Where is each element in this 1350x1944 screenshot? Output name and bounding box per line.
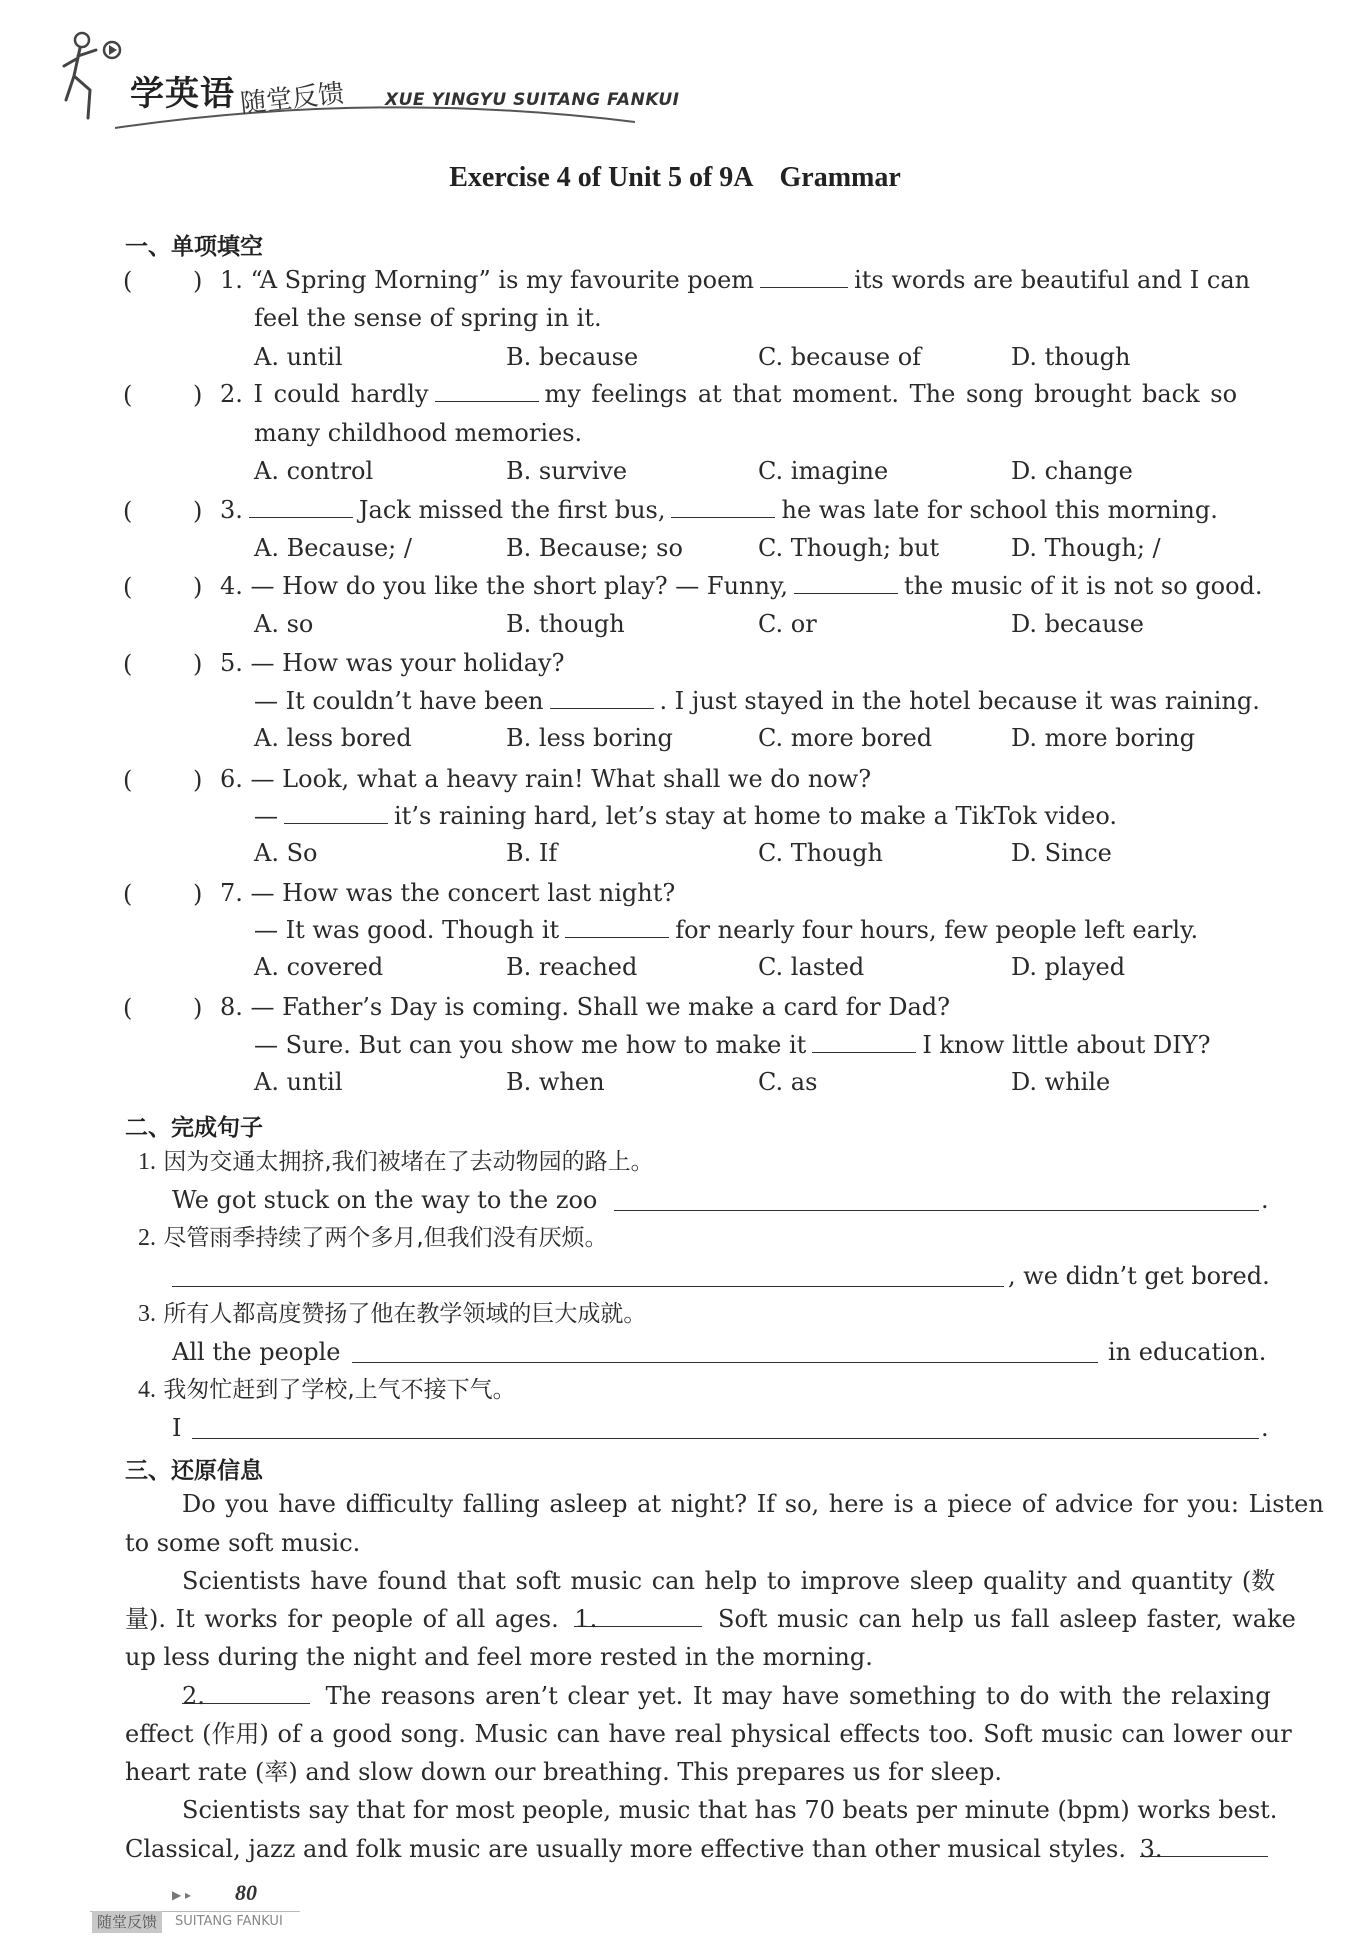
question-2-line-1: 2. I could hardly my feelings at that moment. The song brought back so [220,380,1238,408]
option-c[interactable]: C. or [758,610,817,638]
question-8-line-1: 8. — Father’s Day is coming. Shall we make a card for Dad? [220,993,950,1021]
option-a[interactable]: A. control [254,457,374,485]
footer-arrow-icon: ▶ ▸ [172,1888,192,1902]
answer-blank[interactable] [794,571,898,594]
answer-line[interactable] [352,1362,1098,1363]
exercise-title [0,162,1350,194]
question-4-line-1: 4. — How do you like the short play? — Funny, the music of it is not so good. [220,572,1263,600]
option-d[interactable]: D. change [1011,457,1133,485]
passage-p1-line-1: Do you have difficulty falling asleep at night? If so, here is a piece of advice for you: Listen [182,1490,1324,1518]
answer-blank[interactable] [435,379,539,402]
answer-blank[interactable] [249,495,353,518]
option-c[interactable]: C. more bored [758,724,933,752]
answer-paren-right: ) [193,381,203,409]
option-a[interactable]: A. covered [254,953,384,981]
passage-p3-line-2: effect (作用) of a good song. Music can have real physical effects too. Soft music can lower our [125,1720,1292,1748]
option-d[interactable]: D. though [1011,343,1131,371]
option-d[interactable]: D. more boring [1011,724,1195,752]
section-heading-1: 一、单项填空 [125,234,263,260]
passage-p3-line-1: 2. The reasons aren’t clear yet. It may have something to do with the relaxing [182,1682,1271,1710]
question-1-line-2: feel the sense of spring in it. [254,304,602,332]
option-b[interactable]: B. reached [506,953,638,981]
answer-line[interactable] [192,1438,1259,1439]
option-b[interactable]: B. because [506,343,639,371]
question-3-line-1: 3. Jack missed the first bus, he was late for school this morning. [220,496,1218,524]
option-a[interactable]: A. until [254,1068,343,1096]
question-5-line-1: 5. — How was your holiday? [220,649,565,677]
answer-paren-right: ) [193,766,203,794]
option-a[interactable]: A. Because; / [254,534,412,562]
option-c[interactable]: C. imagine [758,457,889,485]
option-b[interactable]: B. If [506,839,558,867]
sentence-2-prompt: 2. 尽管雨季持续了两个多月,但我们没有厌烦。 [138,1225,608,1251]
sentence-1-end: . [1261,1186,1269,1214]
footer-label-pinyin: SUITANG FANKUI [175,1914,283,1929]
question-6-line-2: — it’s raining hard, let’s stay at home to make a TikTok video. [254,802,1117,830]
header-title: 学英语 [130,74,235,114]
answer-blank[interactable] [671,495,775,518]
sentence-1-start: We got stuck on the way to the zoo [172,1186,598,1214]
exercise-title-right: Grammar [779,162,901,193]
passage-blank-1[interactable]: 1. [574,1604,702,1627]
answer-paren-right: ) [193,573,203,601]
passage-blank-2[interactable]: 2. [182,1681,310,1704]
answer-blank[interactable] [550,686,654,709]
option-a[interactable]: A. less bored [254,724,412,752]
answer-paren-left: ( [123,650,133,678]
answer-paren-right: ) [193,267,203,295]
book-header [60,28,680,133]
answer-line[interactable] [614,1210,1259,1211]
answer-paren-left: ( [123,267,133,295]
answer-blank[interactable] [760,265,848,288]
passage-p2-line-2: 量). It works for people of all ages. 1. Soft music can help us fall asleep faster, wake [125,1605,1296,1633]
header-subtitle: 随堂反馈 [238,78,346,120]
answer-paren-right: ) [193,497,203,525]
answer-line[interactable] [172,1286,1004,1287]
option-d[interactable]: D. because [1011,610,1144,638]
exercise-title-left: Exercise 4 of Unit 5 of 9A [449,162,754,193]
answer-paren-right: ) [193,994,203,1022]
option-c[interactable]: C. Though [758,839,883,867]
option-c[interactable]: C. because of [758,343,922,371]
question-8-line-2: — Sure. But can you show me how to make it I know little about DIY? [254,1031,1211,1059]
answer-paren-left: ( [123,497,133,525]
answer-paren-right: ) [193,650,203,678]
sentence-3-start: All the people [172,1338,341,1366]
option-c[interactable]: C. as [758,1068,818,1096]
sentence-4-prompt: 4. 我匆忙赶到了学校,上气不接下气。 [138,1377,516,1403]
option-d[interactable]: D. played [1011,953,1126,981]
sentence-3-prompt: 3. 所有人都高度赞扬了他在教学领域的巨大成就。 [138,1301,647,1327]
answer-blank[interactable] [812,1030,916,1053]
passage-p4-line-1: Scientists say that for most people, music that has 70 beats per minute (bpm) works best. [182,1796,1278,1824]
question-5-line-2: — It couldn’t have been . I just stayed in the hotel because it was raining. [254,687,1260,715]
sentence-2-end: , we didn’t get bored. [1008,1262,1270,1290]
question-6-line-1: 6. — Look, what a heavy rain! What shall we do now? [220,765,872,793]
option-b[interactable]: B. Because; so [506,534,683,562]
question-7-line-1: 7. — How was the concert last night? [220,879,676,907]
answer-blank[interactable] [284,801,388,824]
option-b[interactable]: B. though [506,610,625,638]
option-c[interactable]: C. Though; but [758,534,940,562]
option-a[interactable]: A. so [254,610,314,638]
page-number: 80 [235,1880,257,1905]
option-d[interactable]: D. Though; / [1011,534,1161,562]
answer-paren-left: ( [123,880,133,908]
answer-paren-left: ( [123,994,133,1022]
sentence-4-end: . [1261,1414,1269,1442]
question-1-line-1: 1. “A Spring Morning” is my favourite poem its words are beautiful and I can [220,266,1251,294]
passage-p3-line-3: heart rate (率) and slow down our breathing. This prepares us for sleep. [125,1758,1002,1786]
answer-paren-left: ( [123,381,133,409]
sentence-1-prompt: 1. 因为交通太拥挤,我们被堵在了去动物园的路上。 [138,1149,654,1175]
option-d[interactable]: D. while [1011,1068,1111,1096]
passage-blank-3[interactable]: 3. [1140,1834,1268,1857]
question-7-line-2: — It was good. Though it for nearly four hours, few people left early. [254,916,1199,944]
option-d[interactable]: D. Since [1011,839,1112,867]
answer-paren-right: ) [193,880,203,908]
section-heading-2: 二、完成句子 [125,1115,263,1141]
option-a[interactable]: A. until [254,343,343,371]
option-c[interactable]: C. lasted [758,953,865,981]
option-b[interactable]: B. less boring [506,724,673,752]
footer-label-cn: 随堂反馈 [92,1911,162,1933]
passage-p1-line-2: to some soft music. [125,1529,361,1557]
option-b[interactable]: B. when [506,1068,605,1096]
answer-blank[interactable] [565,915,669,938]
passage-p2-line-1: Scientists have found that soft music can help to improve sleep quality and quantity (数 [182,1567,1276,1595]
answer-paren-left: ( [123,766,133,794]
option-a[interactable]: A. So [254,839,318,867]
sentence-3-end: in education. [1108,1338,1267,1366]
question-2-line-2: many childhood memories. [254,419,583,447]
header-pinyin: XUE YINGYU SUITANG FANKUI [385,90,680,110]
passage-p2-line-3: up less during the night and feel more rested in the morning. [125,1643,873,1671]
section-heading-3: 三、还原信息 [125,1458,263,1484]
sentence-4-start: I [172,1414,182,1442]
answer-paren-left: ( [123,573,133,601]
passage-p4-line-2: Classical, jazz and folk music are usually more effective than other musical styles. 3. [125,1834,1274,1864]
option-b[interactable]: B. survive [506,457,628,485]
